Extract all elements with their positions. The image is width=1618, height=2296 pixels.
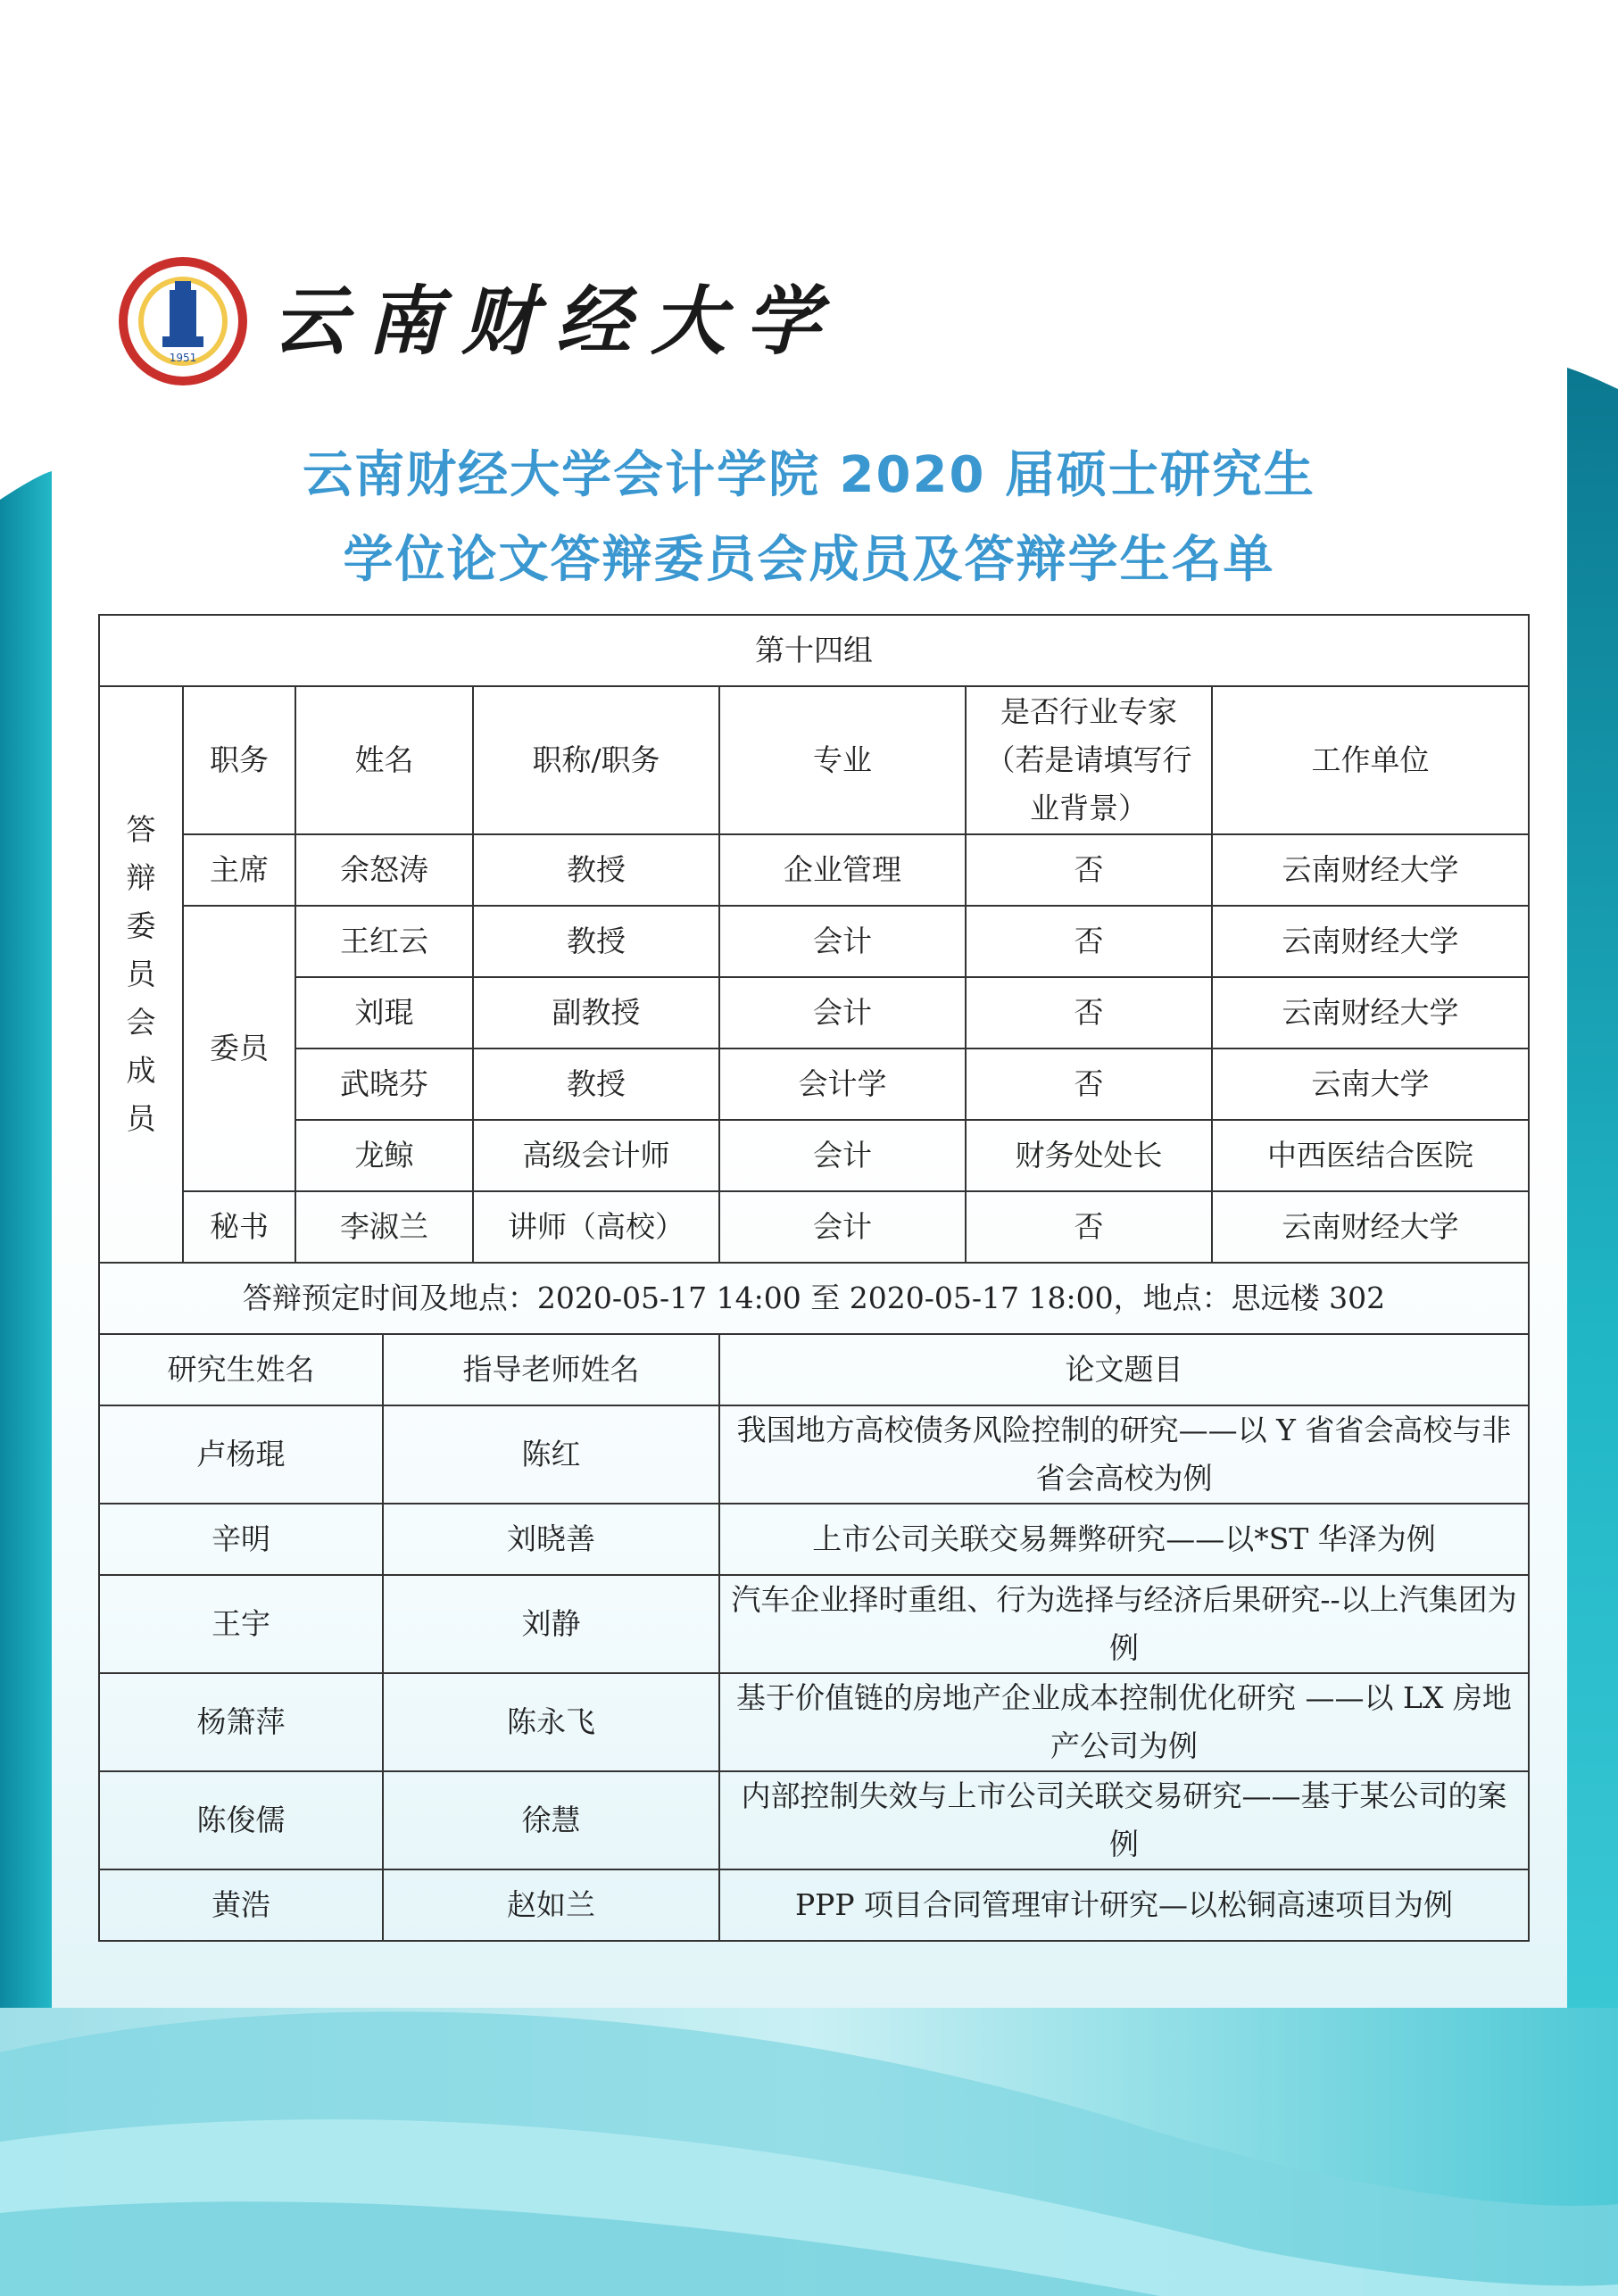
committee-row (99, 906, 1529, 977)
students-header-row (99, 1334, 1529, 1405)
member-title: 教授 (473, 1049, 719, 1120)
students-header-advisor: 指导老师姓名 (383, 1334, 719, 1405)
member-name: 龙鲸 (295, 1120, 473, 1191)
defense-table (98, 614, 1530, 1942)
member-major: 会计 (719, 906, 966, 977)
member-name: 李淑兰 (295, 1191, 473, 1263)
committee-row (99, 1191, 1529, 1263)
member-title: 副教授 (473, 977, 719, 1049)
member-unit: 云南财经大学 (1212, 834, 1529, 906)
student-row (99, 1673, 1529, 1771)
member-title: 教授 (473, 834, 719, 906)
student-name: 杨箫萍 (99, 1673, 383, 1771)
member-unit: 云南大学 (1212, 1049, 1529, 1120)
student-name: 卢杨琨 (99, 1405, 383, 1504)
committee-header-title: 职称/职务 (473, 686, 719, 834)
student-name: 陈俊儒 (99, 1771, 383, 1869)
student-row (99, 1869, 1529, 1941)
member-name: 刘琨 (295, 977, 473, 1049)
advisor-name: 陈永飞 (383, 1673, 719, 1771)
member-expert: 否 (966, 906, 1212, 977)
committee-row (99, 1049, 1529, 1120)
member-title: 讲师（高校） (473, 1191, 719, 1263)
group-label: 第十四组 (99, 615, 1529, 686)
committee-header-expert (966, 686, 1212, 834)
students-header-topic: 论文题目 (719, 1334, 1529, 1405)
member-unit: 云南财经大学 (1212, 906, 1529, 977)
page-title-line1: 云南财经大学会计学院 2020 届硕士研究生 (303, 446, 1315, 504)
thesis-topic: 上市公司关联交易舞弊研究——以*ST 华泽为例 (719, 1504, 1529, 1575)
member-expert: 否 (966, 1191, 1212, 1263)
member-expert: 否 (966, 977, 1212, 1049)
university-seal-icon (116, 254, 250, 388)
group-row (99, 615, 1529, 686)
member-title: 教授 (473, 906, 719, 977)
student-row (99, 1405, 1529, 1504)
member-unit: 云南财经大学 (1212, 1191, 1529, 1263)
committee-header-row (99, 686, 1529, 834)
member-expert: 否 (966, 1049, 1212, 1120)
advisor-name: 刘晓善 (383, 1504, 719, 1575)
member-major: 会计 (719, 977, 966, 1049)
role-secretary: 秘书 (183, 1191, 295, 1263)
role-chair: 主席 (183, 834, 295, 906)
member-major: 会计 (719, 1120, 966, 1191)
committee-section-label (99, 686, 183, 1263)
advisor-name: 赵如兰 (383, 1869, 719, 1941)
member-major: 企业管理 (719, 834, 966, 906)
committee-row (99, 977, 1529, 1049)
student-row (99, 1504, 1529, 1575)
committee-header-name: 姓名 (295, 686, 473, 834)
committee-header-expert-text: 是否行业专家（若是请填写行业背景） (985, 694, 1192, 825)
member-unit: 中西医结合医院 (1212, 1120, 1529, 1191)
page-title-line2: 学位论文答辩委员会成员及答辩学生名单 (343, 531, 1275, 589)
students-header-student: 研究生姓名 (99, 1334, 383, 1405)
advisor-name: 刘静 (383, 1575, 719, 1673)
seal-year: 1951 (169, 352, 197, 364)
committee-header-major: 专业 (719, 686, 966, 834)
university-logo (116, 254, 841, 388)
committee-header-unit: 工作单位 (1212, 686, 1529, 834)
student-row (99, 1771, 1529, 1869)
member-name: 余怒涛 (295, 834, 473, 906)
student-name: 辛明 (99, 1504, 383, 1575)
committee-section-text: 答辩委员会成员 (126, 812, 156, 1136)
thesis-topic: PPP 项目合同管理审计研究—以松铜高速项目为例 (719, 1869, 1529, 1941)
schedule-row (99, 1263, 1529, 1334)
member-expert: 财务处处长 (966, 1120, 1212, 1191)
advisor-name: 陈红 (383, 1405, 719, 1504)
student-name: 王宇 (99, 1575, 383, 1673)
member-major: 会计学 (719, 1049, 966, 1120)
thesis-topic: 汽车企业择时重组、行为选择与经济后果研究--以上汽集团为例 (719, 1575, 1529, 1673)
committee-row (99, 834, 1529, 906)
thesis-topic: 我国地方高校债务风险控制的研究——以 Y 省省会高校与非省会高校为例 (719, 1405, 1529, 1504)
school-name-calligraphy: 云南财经大学 (272, 277, 841, 365)
member-expert: 否 (966, 834, 1212, 906)
member-title: 高级会计师 (473, 1120, 719, 1191)
student-name: 黄浩 (99, 1869, 383, 1941)
thesis-topic: 内部控制失效与上市公司关联交易研究——基于某公司的案例 (719, 1771, 1529, 1869)
member-unit: 云南财经大学 (1212, 977, 1529, 1049)
committee-row (99, 1120, 1529, 1191)
member-name: 武晓芬 (295, 1049, 473, 1120)
thesis-topic: 基于价值链的房地产企业成本控制优化研究 ——以 LX 房地产公司为例 (719, 1673, 1529, 1771)
advisor-name: 徐慧 (383, 1771, 719, 1869)
member-major: 会计 (719, 1191, 966, 1263)
member-name: 王红云 (295, 906, 473, 977)
student-row (99, 1575, 1529, 1673)
role-member: 委员 (183, 906, 295, 1191)
committee-header-role: 职务 (183, 686, 295, 834)
schedule-text: 答辩预定时间及地点：2020-05-17 14:00 至 2020-05-17 18:00，地点：思远楼 302 (99, 1263, 1529, 1334)
